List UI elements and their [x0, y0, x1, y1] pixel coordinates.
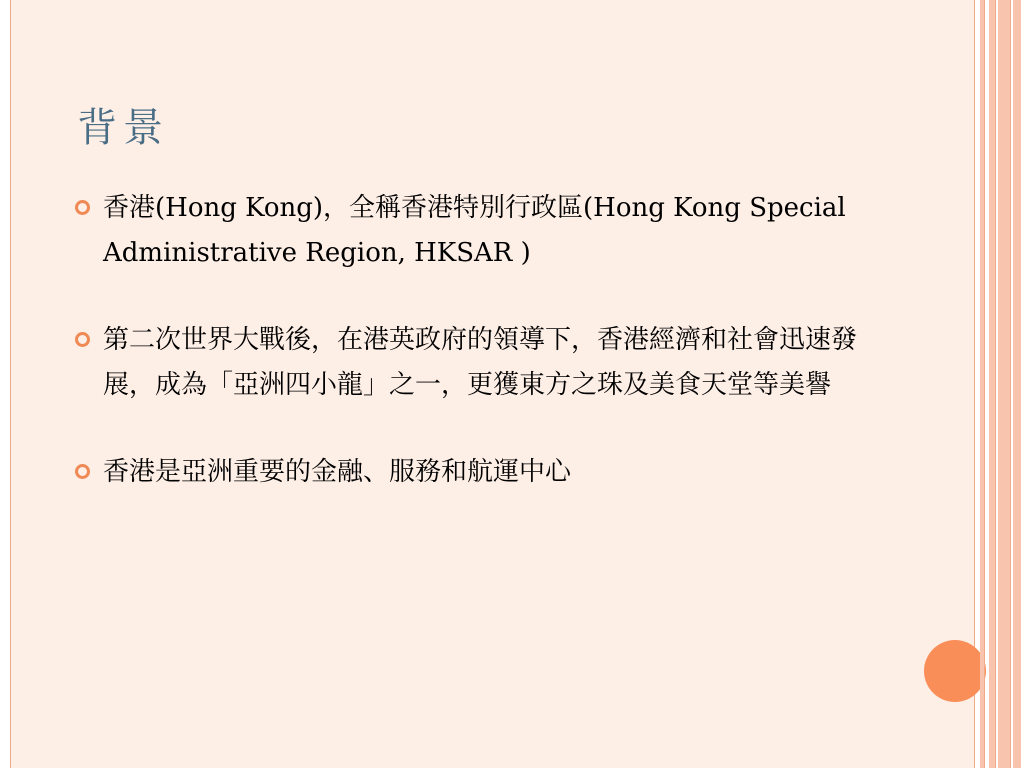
bullet-icon: [75, 200, 90, 215]
bullet-icon: [75, 464, 90, 479]
decorative-stripe-edge: [984, 0, 985, 768]
bullet-text: 香港是亞洲重要的金融、服務和航運中心: [103, 457, 572, 487]
list-item: [71, 450, 901, 495]
list-item: [71, 318, 901, 408]
decorative-stripe: [998, 0, 1010, 768]
slide-canvas: [10, 0, 975, 768]
decorative-stripe-edge: [995, 0, 996, 768]
decorative-circle-icon: [924, 640, 986, 702]
bullet-list: [71, 186, 901, 537]
list-item: [71, 186, 901, 276]
decorative-stripe-edge: [1010, 0, 1011, 768]
slide-title: 背景: [77, 105, 169, 151]
bullet-text: 香港(Hong Kong)，全稱香港特別行政區(Hong Kong Special Administrative Region, HKSAR ): [103, 193, 846, 268]
bullet-icon: [75, 332, 90, 347]
decorative-stripe: [1013, 0, 1021, 768]
bullet-text: 第二次世界大戰後，在港英政府的領導下，香港經濟和社會迅速發展，成為「亞洲四小龍」之一，更獲東方之珠及美食天堂等美譽: [103, 325, 858, 400]
